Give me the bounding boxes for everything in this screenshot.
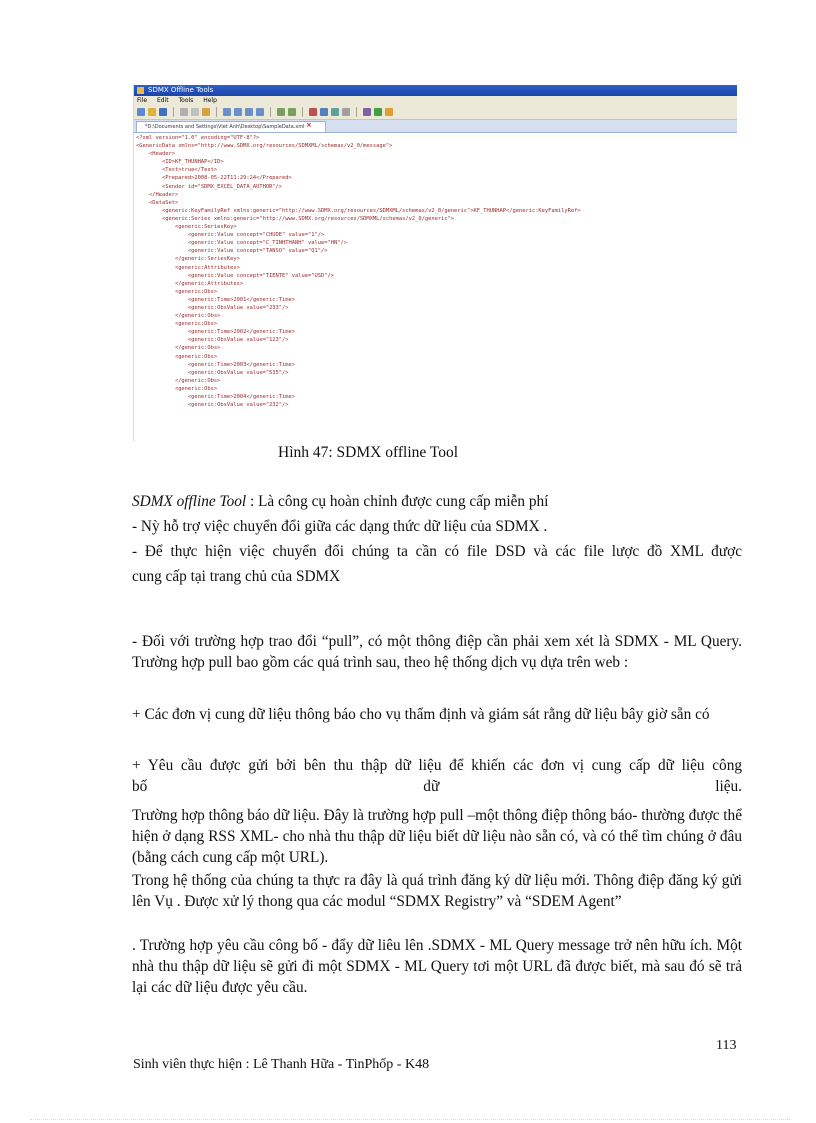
paragraph-6: Trường hợp thông báo dữ liệu. Đây là trường hợp pull –một thông điệp thông báo- thường được thể hiện ở dạng RSS XML- cho nhà thu thập dữ liệu biết dữ liệu nào sẵn có, và có thể tìm chúng ở đâu (bằng cách cung cấp một URL). [132, 807, 742, 866]
paragraph-2a: - Để thực hiện việc chuyển đổi chúng ta cần có file DSD và các file lược đồ XML được [132, 543, 742, 560]
toolbar-separator [270, 107, 271, 117]
code-line: <generic:Time>2002</generic:Time> [136, 329, 296, 336]
menu-help[interactable]: Help [203, 97, 217, 104]
replace-icon[interactable] [245, 108, 253, 116]
transform-icon[interactable] [320, 108, 328, 116]
goto-icon[interactable] [256, 108, 264, 116]
page-number: 113 [716, 1038, 737, 1053]
footer-text: Sinh viên thực hiện : Lê Thanh Hữa - TinPhốp - K48 [133, 1057, 430, 1072]
code-line: <generic:Obs> [136, 321, 218, 328]
code-line: </generic:Obs> [136, 313, 221, 320]
xml-editor[interactable] [134, 133, 737, 409]
paragraph-5b: bố dữ liệu. [132, 778, 742, 795]
code-line: <generic:Value concept="CHUDE" value="1"/> [136, 232, 325, 239]
code-line: <generic:SeriesKey> [136, 224, 237, 231]
editor-tabbar [134, 120, 737, 133]
code-line: <Test>true</Test> [136, 167, 218, 174]
export-icon[interactable] [331, 108, 339, 116]
code-line: <generic:Attributes> [136, 264, 240, 271]
code-line: <generic:Time>2004</generic:Time> [136, 394, 296, 400]
window-titlebar [134, 85, 737, 96]
code-line: </generic:SeriesKey> [136, 256, 240, 263]
page-bottom-divider [30, 1119, 790, 1120]
code-line: <?xml version="1.0" encoding="UTF-8"?> [136, 135, 260, 141]
sdmx-tool-screenshot [133, 85, 737, 441]
paragraph-7: Trong hệ thống của chúng ta thực ra đây là quá trình đăng ký dữ liệu mới. Thông điệp đăng ký gửi lên Vụ . Được xử lý thong qua các modul “SDMX Registry” và “SDEM Agent” [132, 872, 742, 910]
intro-term: SDMX offline Tool [132, 493, 247, 510]
code-line: <Sender id="SDMX_EXCEL_DATA_AUTHOR"/> [136, 183, 283, 190]
code-line: </Header> [136, 191, 179, 198]
paragraph-4: + Các đơn vị cung dữ liệu thông báo cho vụ thẩm định và giám sát rằng dữ liệu bây giờ sẵn có [132, 706, 710, 723]
code-line: <generic:ObsValue value="123"/> [136, 337, 289, 344]
open-icon[interactable] [148, 108, 156, 116]
editor-tab-label: *D:\Documents and Settings\Viet Anh\Desktop\SampleData.xml [145, 124, 305, 130]
code-line: <generic:ObsValue value="233"/> [136, 304, 289, 311]
code-line: <ID>KF_THUNHAP</ID> [136, 159, 224, 166]
code-line: <generic:Series xmlns:generic="http://www.SDMX.org/resources/SDMXML/schemas/v2_0/generic"> [136, 215, 455, 222]
convert-icon[interactable] [309, 108, 317, 116]
paragraph-3: - Đối với trường hợp trao đổi “pull”, có một thông điệp cần phải xem xét là SDMX - ML Query. Trường hợp pull bao gồm các quá trình sau, theo hệ thống dịch vụ dựa trên web : [132, 633, 742, 671]
figure-caption: Hình 47: SDMX offline Tool [278, 444, 459, 461]
code-line: <generic:KeyFamilyRef xmlns:generic="http://www.SDMX.org/resources/SDMXML/schemas/v2_0/generic">KF_THUNHAP</generic:KeyFamilyRef> [136, 207, 581, 214]
menu-tools[interactable]: Tools [178, 97, 194, 104]
paragraph-2b: cung cấp tại trang chủ của SDMX [132, 568, 341, 585]
code-line: <generic:Obs> [136, 288, 218, 295]
new-icon[interactable] [137, 108, 145, 116]
intro-rest: : Là công cụ hoàn chỉnh được cung cấp miễn phí [246, 493, 549, 510]
code-line: <generic:Obs> [136, 353, 218, 360]
toolbar-separator [173, 107, 174, 117]
window-title: SDMX Offline Tools [148, 86, 214, 94]
code-line: <generic:Obs> [136, 385, 218, 392]
code-line: </generic:Obs> [136, 345, 221, 352]
check-icon[interactable] [288, 108, 296, 116]
app-icon [137, 87, 144, 94]
help-icon[interactable] [385, 108, 393, 116]
paragraph-1: - Nỳ hỗ trợ việc chuyển đổi giữa các dạng thức dữ liệu của SDMX . [132, 518, 548, 535]
find-next-icon[interactable] [234, 108, 242, 116]
code-line: <generic:Value concept="C_TINHTHANH" value="HN"/> [136, 240, 347, 247]
editor-tab[interactable] [136, 121, 326, 132]
run-icon[interactable] [374, 108, 382, 116]
code-line: <generic:Value concept="TANSO" value="Q1"/> [136, 248, 328, 255]
toolbar-separator [356, 107, 357, 117]
code-line: <generic:ObsValue value="535"/> [136, 369, 289, 376]
code-line: <DataSet> [136, 199, 179, 206]
code-line: <generic:Time>2003</generic:Time> [136, 361, 296, 368]
paragraph-8: . Trường hợp yêu cầu công bố - đẩy dữ liêu lên .SDMX - ML Query message trở nên hữu ích. Một nhà thu thập dữ liệu sẽ gửi đi một SDMX - ML Query tơi một URL đã được biết, mà sau đó sẽ trả lại các dữ liệu được yêu cầu. [132, 937, 742, 996]
code-line: <Header> [136, 151, 175, 158]
toolbar-separator [302, 107, 303, 117]
close-icon[interactable]: × [306, 121, 312, 129]
cut-icon[interactable] [180, 108, 188, 116]
code-line: <generic:ObsValue value="232"/> [136, 402, 289, 409]
toolbar [134, 105, 737, 120]
code-line: <generic:Value concept="TIENTE" value="USD"/> [136, 272, 334, 279]
code-line: </generic:Obs> [136, 377, 221, 384]
save-icon[interactable] [159, 108, 167, 116]
menu-edit[interactable]: Edit [156, 97, 169, 104]
code-line: <Prepared>2008-05-22T11:29:24</Prepared> [136, 175, 292, 182]
code-line: <GenericData xmlns="http://www.SDMX.org/resources/SDMXML/schemas/v2_0/message"> [136, 143, 393, 150]
paragraph-5a: + Yêu cầu được gửi bởi bên thu thập dữ liệu để khiến các đơn vị cung cấp dữ liệu công [132, 757, 742, 774]
find-icon[interactable] [223, 108, 231, 116]
code-line: <generic:Time>2001</generic:Time> [136, 296, 296, 303]
menu-file[interactable]: File [137, 97, 148, 104]
settings-icon[interactable] [342, 108, 350, 116]
paste-icon[interactable] [202, 108, 210, 116]
toolbar-separator [216, 107, 217, 117]
schema-icon[interactable] [363, 108, 371, 116]
intro-line [132, 491, 742, 512]
code-line: </generic:Attributes> [136, 280, 244, 287]
validate-icon[interactable] [277, 108, 285, 116]
menubar [134, 96, 737, 105]
copy-icon[interactable] [191, 108, 199, 116]
